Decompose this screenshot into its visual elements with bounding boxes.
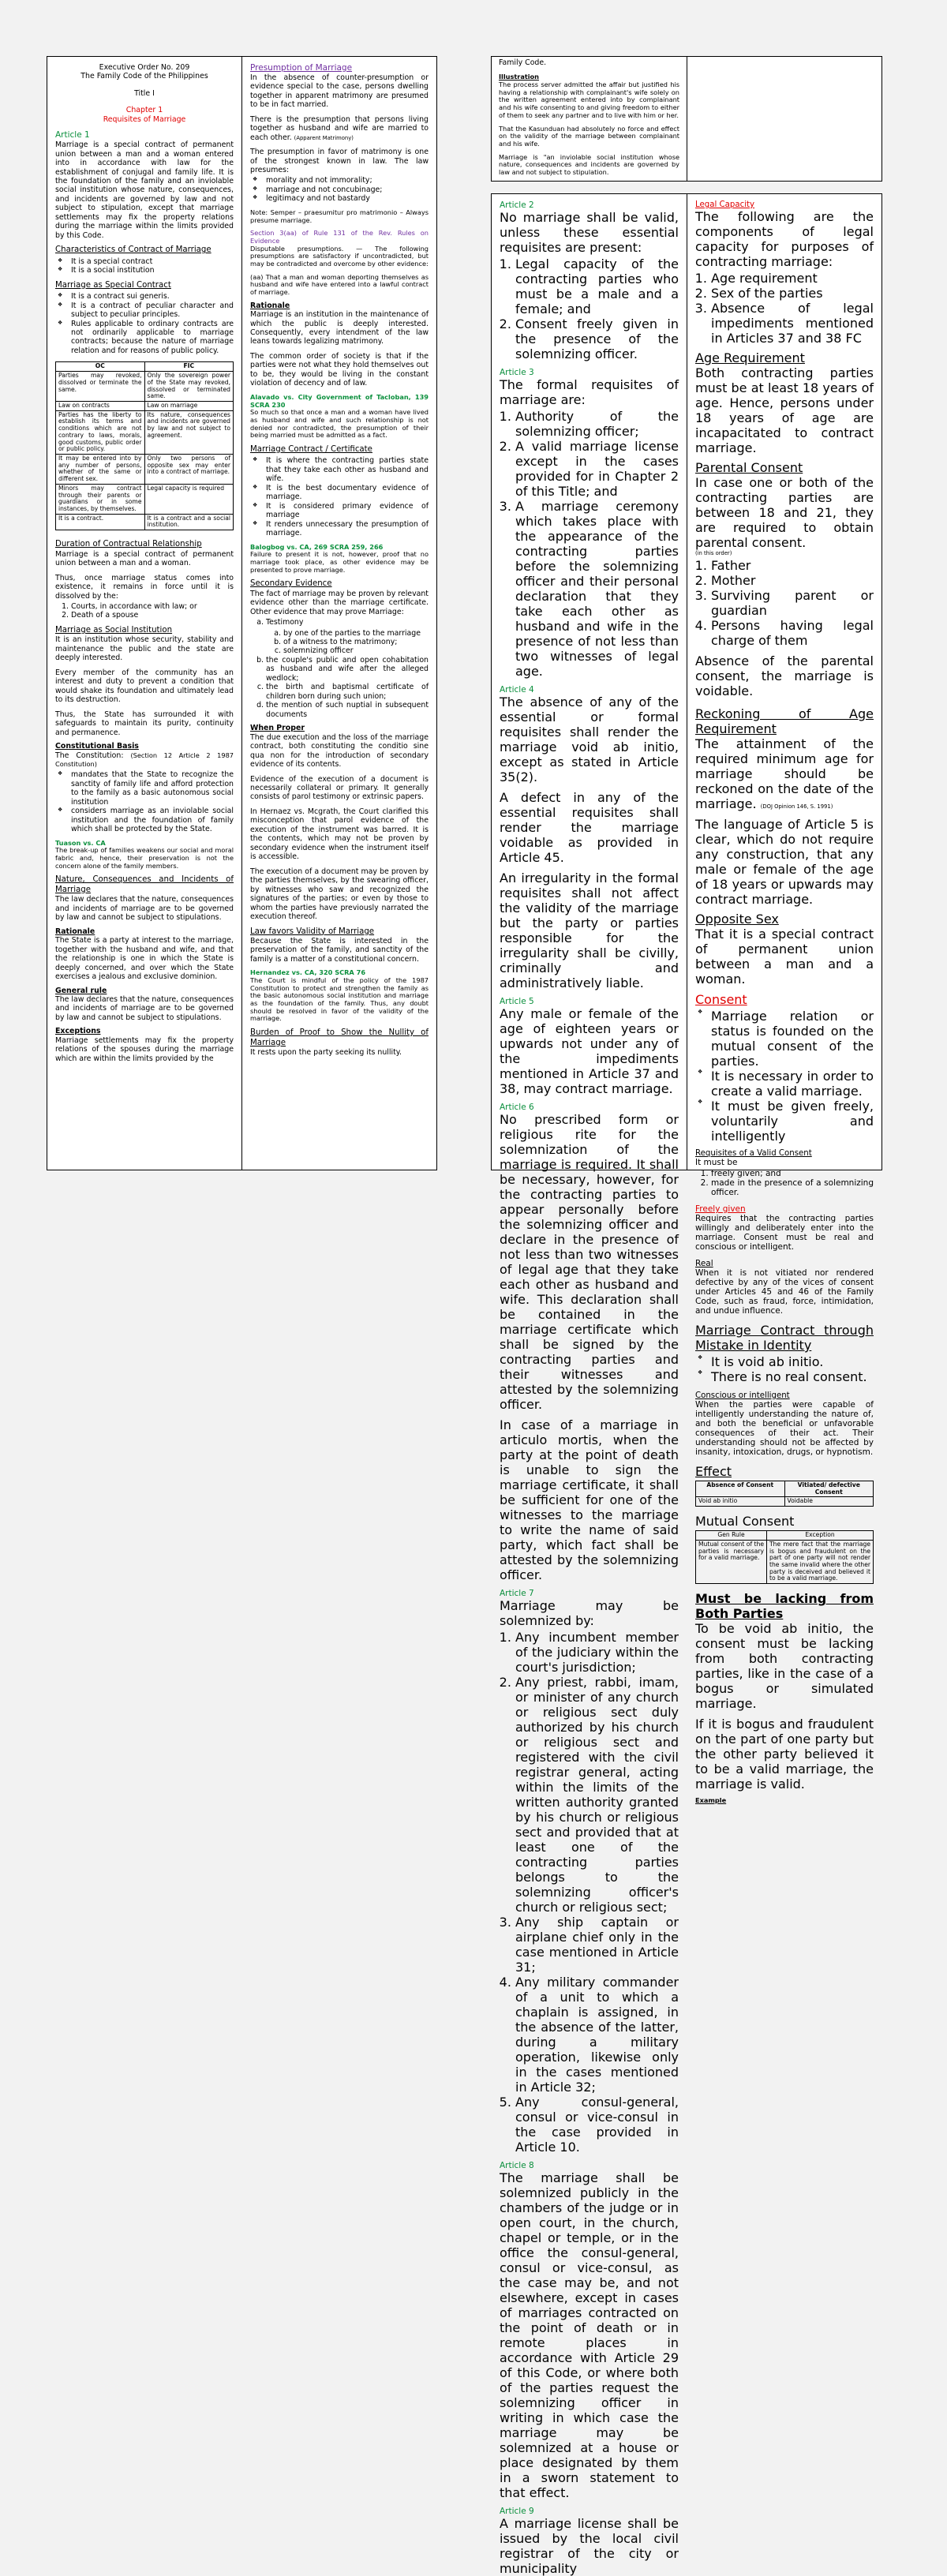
parental-consent-title: Parental Consent — [695, 460, 803, 475]
duration-title: Duration of Contractual Relationship — [55, 540, 202, 549]
requisites-list — [695, 1169, 874, 1197]
paragraph: When the parties were capable of intelligently understanding the nature of, and both the beneficial or unfavorable consequences of their act. Their understanding should not be affected by insanity, intoxication, drugs, or hypnotism. — [695, 1400, 874, 1457]
effect-title: Effect — [695, 1464, 732, 1479]
chapter-subtitle: Requisites of Marriage — [103, 114, 186, 124]
list-item: 2. A valid marriage license except in the cases provided for in Chapter 2 of this Title; and — [515, 439, 679, 499]
list-item: ❖ Rules applicable to ordinary contracts are not ordinarily applicable to marriage contracts; because the nature of marriage relation and for reasons of public policy. — [55, 320, 234, 356]
list-item: b. the couple's public and open cohabitation as husband and wife after the alleged wedlock; — [266, 656, 429, 683]
list-item — [266, 618, 429, 656]
case-name: Hernandez vs. CA, 320 SCRA 76 — [250, 968, 366, 977]
citation: (DOJ Opinion 146, S. 1991) — [760, 803, 833, 810]
left-column-2 — [242, 57, 436, 1170]
table-row — [56, 514, 234, 530]
list-item: ❖ Marriage relation or status is founded on the mutual consent of the parties. — [695, 1009, 874, 1069]
paragraph: The common order of society is that if the parties were not what they hold themselves out to be, they would be living in the constant violation of decency and of law. — [250, 351, 429, 388]
table-row — [56, 484, 234, 514]
list-item: 1. Any incumbent member of the judiciary within the court's jurisdiction; — [515, 1630, 679, 1675]
favors-validity-title: Law favors Validity of Marriage — [250, 927, 375, 936]
list-item: ❖ mandates that the State to recognize the sanctity of family life and afford protection to the family as a basic autonomous social institution — [55, 770, 234, 807]
table-cell: Parties may revoked, dissolved or terminate the same. — [56, 372, 145, 402]
article-1-title: Article 1 — [55, 130, 90, 140]
paragraph: Absence of the parental consent, the marriage is voidable. — [695, 653, 874, 698]
paragraph: The marriage shall be solemnized publicly in the chambers of the judge or in open court, in the church, chapel or temple, or in the office the consul-general, consul or vice-consul, as the case may be, and not elsewhere, except in cases of marriages contracted on the point of death or in remote places in accordance with Article 29 of this Code, or where both of the parties request the solemnizing officer in writing in which case the marriage may be solemnized at a house or place designated by them in a sworn statement to that effect. — [500, 2170, 679, 2500]
paragraph: No marriage shall be valid, unless these essential requisites are present: — [500, 210, 679, 255]
paragraph: There is the presumption that persons living together as husband and wife are married to each other. — [250, 114, 429, 142]
presumption-title: Presumption of Marriage — [250, 63, 353, 73]
list-item: 3. Absence of legal impediments mentioned in Articles 37 and 38 FC — [711, 301, 874, 346]
top-empty-box — [687, 56, 882, 182]
illustration-title: Illustration — [499, 73, 540, 81]
table-header: Gen Rule — [696, 1531, 767, 1541]
list-item: 1. Legal capacity of the contracting parties who must be a male and a female; and — [515, 256, 679, 316]
characteristics-list — [55, 257, 234, 275]
secondary-evidence-title: Secondary Evidence — [250, 579, 332, 589]
paragraph: No prescribed form or religious rite for the solemnization of the marriage is required. It shall be necessary, however, for the contracting parties to appear personally before the solemnizing officer and declare in the presence of not less than two witnesses of legal age that they take each other as husband and wife. This declaration shall be contained in the marriage certificate which shall be signed by the contracting parties and their witnesses and attested by the solemnizing officer. — [500, 1112, 679, 1412]
table-cell: Only the sovereign power of the State may revoked, dissolved or terminated same. — [144, 372, 234, 402]
table-row — [696, 1497, 874, 1507]
table-header: Exception — [767, 1531, 874, 1541]
citation: (Apparent Matrimony) — [294, 134, 354, 141]
mistake-title: Marriage Contract through Mistake in Identity — [695, 1323, 874, 1353]
lead-text: The Constitution: — [55, 751, 124, 760]
paragraph: The formal requisites of marriage are: — [500, 377, 679, 407]
list-item: 2. Any priest, rabbi, imam, or minister of any church or religious sect duly authorized by his church or religious sect and registered with the civil registrar general, acting within the limits of the written authority granted by his church or religious sect and provided that at least one of the contracting parties belongs to the solemnizing officer's church or religious sect; — [515, 1675, 679, 1915]
paragraph-with-cite — [250, 115, 429, 142]
paragraph: Both contracting parties must be at least 18 years of age. Hence, persons under 18 years of age are incapacitated to contract marriage. — [695, 365, 874, 455]
table-header-row — [696, 1481, 874, 1497]
citation: (Section 12 Article 2 1987 Constitution) — [55, 751, 234, 768]
right-column-2 — [687, 194, 881, 1805]
paragraph: In Hernaez vs. Mcgrath, the Court clarified this misconception that parol evidence of the execution of the instrument was barred. It is the contents, which may not be proven by secondary evidence when the instrument itself is accessible. — [250, 807, 429, 862]
list-item: ❖ legitimacy and not bastardy — [250, 194, 429, 203]
mutual-consent-title: Mutual Consent — [695, 1514, 795, 1530]
requisites-title: Requisites of a Valid Consent — [695, 1149, 812, 1158]
duration-text-2: Thus, once marriage status comes into existence, it remains in force until it is dissolved by the: — [55, 573, 234, 601]
paragraph: If it is bogus and fraudulent on the part of one party but the other party believed it to be a valid marriage, the marriage is valid. — [695, 1717, 874, 1792]
table-cell: The mere fact that the marriage is bogus and fraudulent on the part of one party will not render the same invalid where the other party is deceived and believed it to be a valid marriage. — [767, 1540, 874, 1583]
table-row — [56, 455, 234, 485]
list-item: ❖ It is void ab initio. — [695, 1354, 874, 1369]
list-item: ❖ marriage and not concubinage; — [250, 185, 429, 194]
table-header-row — [56, 362, 234, 372]
list-item: 4. Persons having legal charge of them — [711, 618, 874, 648]
paragraph: To be void ab initio, the consent must be lacking from both contracting parties, like in the case of a bogus or simulated marriage. — [695, 1621, 874, 1712]
list-item: ❖ It is a contract of peculiar character and subject to peculiar principles. — [55, 301, 234, 320]
paragraph: Marriage may be solemnized by: — [500, 1598, 679, 1628]
table-cell: Legal capacity is required — [144, 484, 234, 514]
list-item: 3. A marriage ceremony which takes place with the appearance of the contracting parties before the solemnizing officer and their personal declaration that they take each other as husband and wife in the presence of not less than two witnesses of legal age. — [515, 499, 679, 679]
article-7-list — [500, 1630, 679, 2155]
list-item: c. the birth and baptismal certificate of children born during such union; — [266, 683, 429, 701]
table-row — [56, 372, 234, 402]
table-cell: It is a contract and a social institution. — [144, 514, 234, 530]
constitutional-basis-title: Constitutional Basis — [55, 742, 139, 751]
list-item: 2. Consent freely given in the presence of the solemnizing officer. — [515, 316, 679, 361]
list-item: ❖ It is a special contract — [55, 257, 234, 266]
list-item: 3. Surviving parent or guardian — [711, 588, 874, 618]
article-6-title: Article 6 — [500, 1103, 534, 1112]
requisites-lead: It must be — [695, 1158, 738, 1167]
certificate-list — [250, 456, 429, 537]
case-text: So much so that once a man and a woman have lived as husband and wife and such relationship is not denied nor contradicted, the presumption of their being married must be admitted as a fact. — [250, 408, 429, 440]
list-item: 4. Any military commander of a unit to which a chaplain is assigned, in the absence of the latter, during a military operation, likewise only in the cases mentioned in Article 32; — [515, 1975, 679, 2095]
list-item: 3. Any ship captain or airplane chief only in the case mentioned in Article 31; — [515, 1915, 679, 1975]
section-reference: Section 3(aa) of Rule 131 of the Rev. Rules on Evidence — [250, 229, 429, 245]
list-item: ❖ It is necessary in order to create a valid marriage. — [695, 1069, 874, 1099]
characteristics-title: Characteristics of Contract of Marriage — [55, 245, 211, 255]
heading-line: The Family Code of the Philippines — [80, 72, 208, 81]
list-item: 2. Death of a spouse — [71, 611, 234, 620]
paragraph: Every member of the community has an interest and duty to prevent a condition that would shake its foundation and ultimately lead to its destruction. — [55, 668, 234, 705]
list-item-label: Testimony — [266, 618, 304, 627]
paragraph-with-cite — [695, 736, 874, 811]
paragraph: Requires that the contracting parties willingly and deliberately enter into the marriage. Consent must be real and conscious or intelligent. — [695, 1214, 874, 1252]
list-item: ❖ It renders unnecessary the presumption of marriage. — [250, 520, 429, 538]
list-item: ❖ considers marriage as an inviolable social institution and the foundation of family which shall be protected by the State. — [55, 807, 234, 833]
list-item: 5. Any consul-general, consul or vice-consul in the case provided in Article 10. — [515, 2095, 679, 2155]
paragraph: In case of a marriage in articulo mortis, when the party at the point of death is unable to sign the marriage certificate, it shall be sufficient for one of the witnesses to the marriage to write the name of said party, which fact shall be attested by the solemnizing officer. — [500, 1417, 679, 1582]
list-item: 2. Sex of the parties — [711, 286, 874, 301]
paragraph: The execution of a document may be proven by the parties themselves, by the swearing officer, by witnesses who saw and recognized the signatures of the parties; or even by those to whom the parties have previously narrated the execution thereof. — [250, 867, 429, 922]
paragraph: A marriage license shall be issued by the local civil registrar of the city or municipality — [500, 2516, 679, 2576]
list-item: 1. Authority of the solemnizing officer; — [515, 409, 679, 439]
table-cell: Minors may contract through their parents or guardians or in some instances, by themselves. — [56, 484, 145, 514]
paragraph: Thus, the State has surrounded it with safeguards to maintain its purity, continuity and permanence. — [55, 710, 234, 737]
paragraph: The language of Article 5 is clear, which do not require any construction, that any male or female of the age of 18 years or upwards may contract marriage. — [695, 817, 874, 907]
constitutional-lead — [55, 751, 234, 769]
nature-title: Nature, Consequences and Incidents of Marriage — [55, 875, 234, 894]
list-item: ❖ It must be given freely, voluntarily and intelligently — [695, 1099, 874, 1144]
paragraph: An irregularity in the formal requisites shall not affect the validity of the marriage but the party or parties responsible for the irregularity shall be civilly, criminally and administratively liable. — [500, 871, 679, 990]
table-cell: Law on marriage — [144, 401, 234, 410]
certificate-title: Marriage Contract / Certificate — [250, 444, 372, 454]
table-header: OC — [56, 362, 145, 372]
left-column-1 — [47, 57, 242, 1170]
article-2-title: Article 2 — [500, 200, 534, 210]
table-header-row — [696, 1531, 874, 1541]
rationale-title: Rationale — [55, 927, 95, 936]
list-item: c. solemnizing officer — [283, 646, 429, 655]
presumption-list — [250, 176, 429, 203]
paragraph: It is an institution whose security, stability and maintenance the public and the state are deeply interested. — [55, 635, 234, 663]
table-cell: Law on contracts — [56, 401, 145, 410]
table-cell: Only two persons of opposite sex may enter into a contract of marriage. — [144, 455, 234, 485]
general-rule-text: The law declares that the nature, consequences and incidents of marriage are to be governed by law and cannot be subject to stipulations. — [55, 994, 234, 1022]
paragraph: When it is not vitiated nor rendered defective by any of the vices of consent under Articles 45 and 46 of the Family Code, such as fraud, force, intimidation, and undue influence. — [695, 1268, 874, 1316]
table-row — [56, 410, 234, 454]
testimony-list — [266, 629, 429, 656]
list-item: ❖ morality and not immorality; — [250, 176, 429, 185]
table-cell: Mutual consent of the parties is necessary for a valid marriage. — [696, 1540, 767, 1583]
article-8-title: Article 8 — [500, 2161, 534, 2170]
exceptions-title: Exceptions — [55, 1027, 101, 1036]
list-item: 2. made in the presence of a solemnizing officer. — [711, 1178, 874, 1197]
paragraph: That it is a special contract of permanent union between a man and a woman. — [695, 927, 874, 987]
case-text: The break-up of families weakens our social and moral fabric and, hence, their preservation is not the concern alone of the family members. — [55, 846, 234, 870]
order-note: (in this order) — [695, 550, 732, 556]
paragraph: That the Kasunduan had absolutely no force and effect on the validity of the marriage between complainant and his wife. — [499, 124, 679, 148]
article-9-title: Article 9 — [500, 2507, 534, 2516]
list-item: 2. Mother — [711, 573, 874, 588]
table-cell: It is a contract. — [56, 514, 145, 530]
paragraph: In the absence of counter-presumption or evidence special to the case, persons dwelling together in apparent matrimony are presumed to be in fact married. — [250, 73, 429, 110]
exceptions-text: Marriage settlements may fix the property relations of the spouses during the marriage which are within the limits provided by the — [55, 1035, 234, 1063]
chapter-title: Chapter 1 — [125, 106, 163, 115]
list-item: ❖ It is considered primary evidence of marriage — [250, 502, 429, 520]
paragraph: A defect in any of the essential requisites shall render the marriage voidable as provided in Article 45. — [500, 790, 679, 865]
real-title: Real — [695, 1259, 713, 1268]
list-item: ❖ It is a social institution — [55, 266, 234, 275]
table-header: Absence of Consent — [696, 1481, 785, 1497]
table-cell: Its nature, consequences and incidents are governed by law and not subject to agreement. — [144, 410, 234, 454]
paragraph: Marriage is an institution in the maintenance of which the public is deeply interested. Consequently, every intendment of the law leans towards legalizing matrimony. — [250, 310, 429, 346]
legal-capacity-list — [695, 271, 874, 346]
nature-text: The law declares that the nature, consequences and incidents of marriage are to be governed by law and cannot be subject to stipulations. — [55, 895, 234, 923]
paragraph: The following are the components of legal capacity for purposes of contracting marriage: — [695, 209, 874, 269]
consent-list — [695, 1009, 874, 1144]
list-item: ❖ There is no real consent. — [695, 1369, 874, 1384]
table-row — [696, 1540, 874, 1583]
section-aa: (aa) That a man and woman deporting themselves as husband and wife have entered into a lawful contract of marriage. — [250, 272, 429, 296]
when-proper-title: When Proper — [250, 724, 305, 733]
list-item: 1. Father — [711, 558, 874, 573]
article-4-title: Article 4 — [500, 685, 534, 695]
article-1-text: Marriage is a special contract of permanent union between a man and a woman entered into in accordance with law for the establishment of conjugal and family life. It is the foundation of the family and an inviolable social institution whose nature, consequences, and incidents are governed by law and not subject to stipulation, except that marriage settlements may fix the property relations during the marriage within the limits provided by this Code. — [55, 140, 234, 240]
heading-line: Executive Order No. 209 — [99, 63, 190, 72]
opposite-sex-title: Opposite Sex — [695, 912, 779, 927]
table-row — [56, 401, 234, 410]
article-3-list — [500, 409, 679, 679]
special-contract-title: Marriage as Special Contract — [55, 280, 171, 290]
general-rule-title: General rule — [55, 986, 107, 995]
list-item: a. by one of the parties to the marriage — [283, 629, 429, 638]
table-header: Vitiated/ defective Consent — [784, 1481, 874, 1497]
paragraph: In case one or both of the contracting parties are between 18 and 21, they are required to obtain parental consent. — [695, 475, 874, 550]
table-cell: Voidable — [784, 1497, 874, 1507]
article-7-title: Article 7 — [500, 1589, 534, 1598]
heading-line: Title I — [134, 88, 155, 98]
article-5-title: Article 5 — [500, 997, 534, 1006]
example-label: Example — [695, 1796, 727, 1805]
duration-text: Marriage is a special contract of permanent union between a man and a woman. — [55, 549, 234, 568]
section-text: Disputable presumptions. — The following presumptions are satisfactory if uncontradicted, but may be contradicted and overcome by other evidence: — [250, 244, 429, 268]
table-cell: Void ab initio — [696, 1497, 785, 1507]
oc-vs-fic-table — [55, 361, 234, 530]
reckoning-title: Reckoning of Age Requirement — [695, 706, 874, 736]
paragraph: The absence of any of the essential or formal requisites shall render the marriage void ab initio, except as stated in Article 35(2). — [500, 695, 679, 784]
left-page — [47, 56, 437, 1170]
paragraph: Because the State is interested in the preservation of the family, and sanctity of the family is a matter of a constitutional concern. — [250, 937, 429, 964]
legal-capacity-title: Legal Capacity — [695, 200, 755, 209]
case-name: Alavado vs. City Government of Tacloban, 139 SCRA 230 — [250, 392, 429, 409]
mutual-consent-table — [695, 1530, 874, 1584]
list-item: d. the mention of such nuptial in subsequent documents — [266, 701, 429, 719]
list-item: 1. Courts, in accordance with law; or — [71, 602, 234, 611]
duration-list — [55, 602, 234, 620]
right-column-1 — [492, 194, 687, 2576]
special-contract-list — [55, 292, 234, 355]
list-item: ❖ It is where the contracting parties state that they take each other as husband and wife. — [250, 456, 429, 483]
secondary-evidence-list — [250, 618, 429, 719]
paragraph: Any male or female of the age of eighteen years or upwards not under any of the impediments mentioned in Article 37 and 38, may contract marriage. — [500, 1006, 679, 1096]
document-heading — [55, 63, 234, 124]
paragraph: It rests upon the party seeking its nullity. — [250, 1048, 402, 1057]
paragraph: The process server admitted the affair but justified his having a relationship with complainant's wife solely on the written agreement entered into by complainant and his wife consenting to and giving freedom to either of them to seek any partner and to live with him or her. — [499, 80, 679, 119]
paragraph: The due execution and the loss of the marriage contract, both constituting the conditio sine qua non for the introduction of secondary evidence of its contents. — [250, 732, 429, 769]
paragraph: Evidence of the execution of a document is necessarily collateral or primary. It generally consists of parol testimony or extrinsic papers. — [250, 774, 429, 802]
conscious-title: Conscious or intelligent — [695, 1391, 790, 1400]
age-requirement-title: Age Requirement — [695, 350, 805, 365]
list-item: 1. Age requirement — [711, 271, 874, 286]
paragraph: The fact of marriage may be proven by relevant evidence other than the marriage certificate. Other evidence that may prove Marriage: — [250, 589, 429, 616]
table-cell: Parties has the liberty to establish its terms and conditions which are not contrary to laws, morals, good customs, public order or public policy. — [56, 410, 145, 454]
article-3-title: Article 3 — [500, 368, 534, 377]
paragraph: The attainment of the required minimum age for marriage should be reckoned on the date of the marriage. — [695, 736, 874, 811]
paragraph: The presumption in favor of matrimony is one of the strongest known in law. The law presumes: — [250, 148, 429, 175]
right-page — [491, 193, 882, 2576]
mistake-list — [695, 1354, 874, 1384]
social-institution-title: Marriage as Social Institution — [55, 625, 173, 635]
freely-given-title: Freely given — [695, 1204, 746, 1214]
case-name: Tuason vs. CA — [55, 838, 106, 847]
case-text: Failure to present it is not, however, proof that no marriage took place, as other evidence may be presented to prove marriage. — [250, 550, 429, 574]
consent-title: Consent — [695, 992, 747, 1007]
table-cell: It may be entered into by any number of persons, whether of the same or different sex. — [56, 455, 145, 485]
list-item: ❖ It is a contract sui generis. — [55, 292, 234, 301]
list-item: 1. freely given; and — [711, 1169, 874, 1178]
parental-consent-list — [695, 558, 874, 648]
paragraph: Marriage is "an inviolable social institution whose nature, consequences and incidents are governed by law and not subject to stipulation. — [499, 152, 679, 176]
effect-table — [695, 1481, 874, 1507]
lacking-title: Must be lacking from Both Parties — [695, 1591, 874, 1622]
rationale-title: Rationale — [250, 301, 290, 310]
case-text: The Court is mindful of the policy of the 1987 Constitution to protect and strengthen the family as the basic autonomous social institution and marriage as the foundation of the family. Thus, any doubt should be resolved in favor of the validity of the marriage. — [250, 976, 429, 1023]
article-2-list — [500, 256, 679, 361]
case-name: Balogbog vs. CA, 269 SCRA 259, 266 — [250, 542, 384, 551]
note: Note: Semper – praesumitur pro matrimonio – Always presume marriage. — [250, 208, 429, 224]
constitutional-list — [55, 770, 234, 833]
list-item: ❖ It is the best documentary evidence of marriage. — [250, 484, 429, 502]
continuation-lead: Family Code. — [499, 58, 547, 67]
burden-title: Burden of Proof to Show the Nullity of Marriage — [250, 1028, 429, 1047]
table-header: FIC — [144, 362, 234, 372]
list-item: b. of a witness to the matrimony; — [283, 638, 429, 646]
top-continuation-box — [491, 56, 687, 182]
rationale-text: The State is a party at interest to the marriage, together with the husband and wife, and that the relationship is one in which the State is deeply concerned, and over which the State exercises a jealous and exclusive dominion. — [55, 936, 234, 982]
